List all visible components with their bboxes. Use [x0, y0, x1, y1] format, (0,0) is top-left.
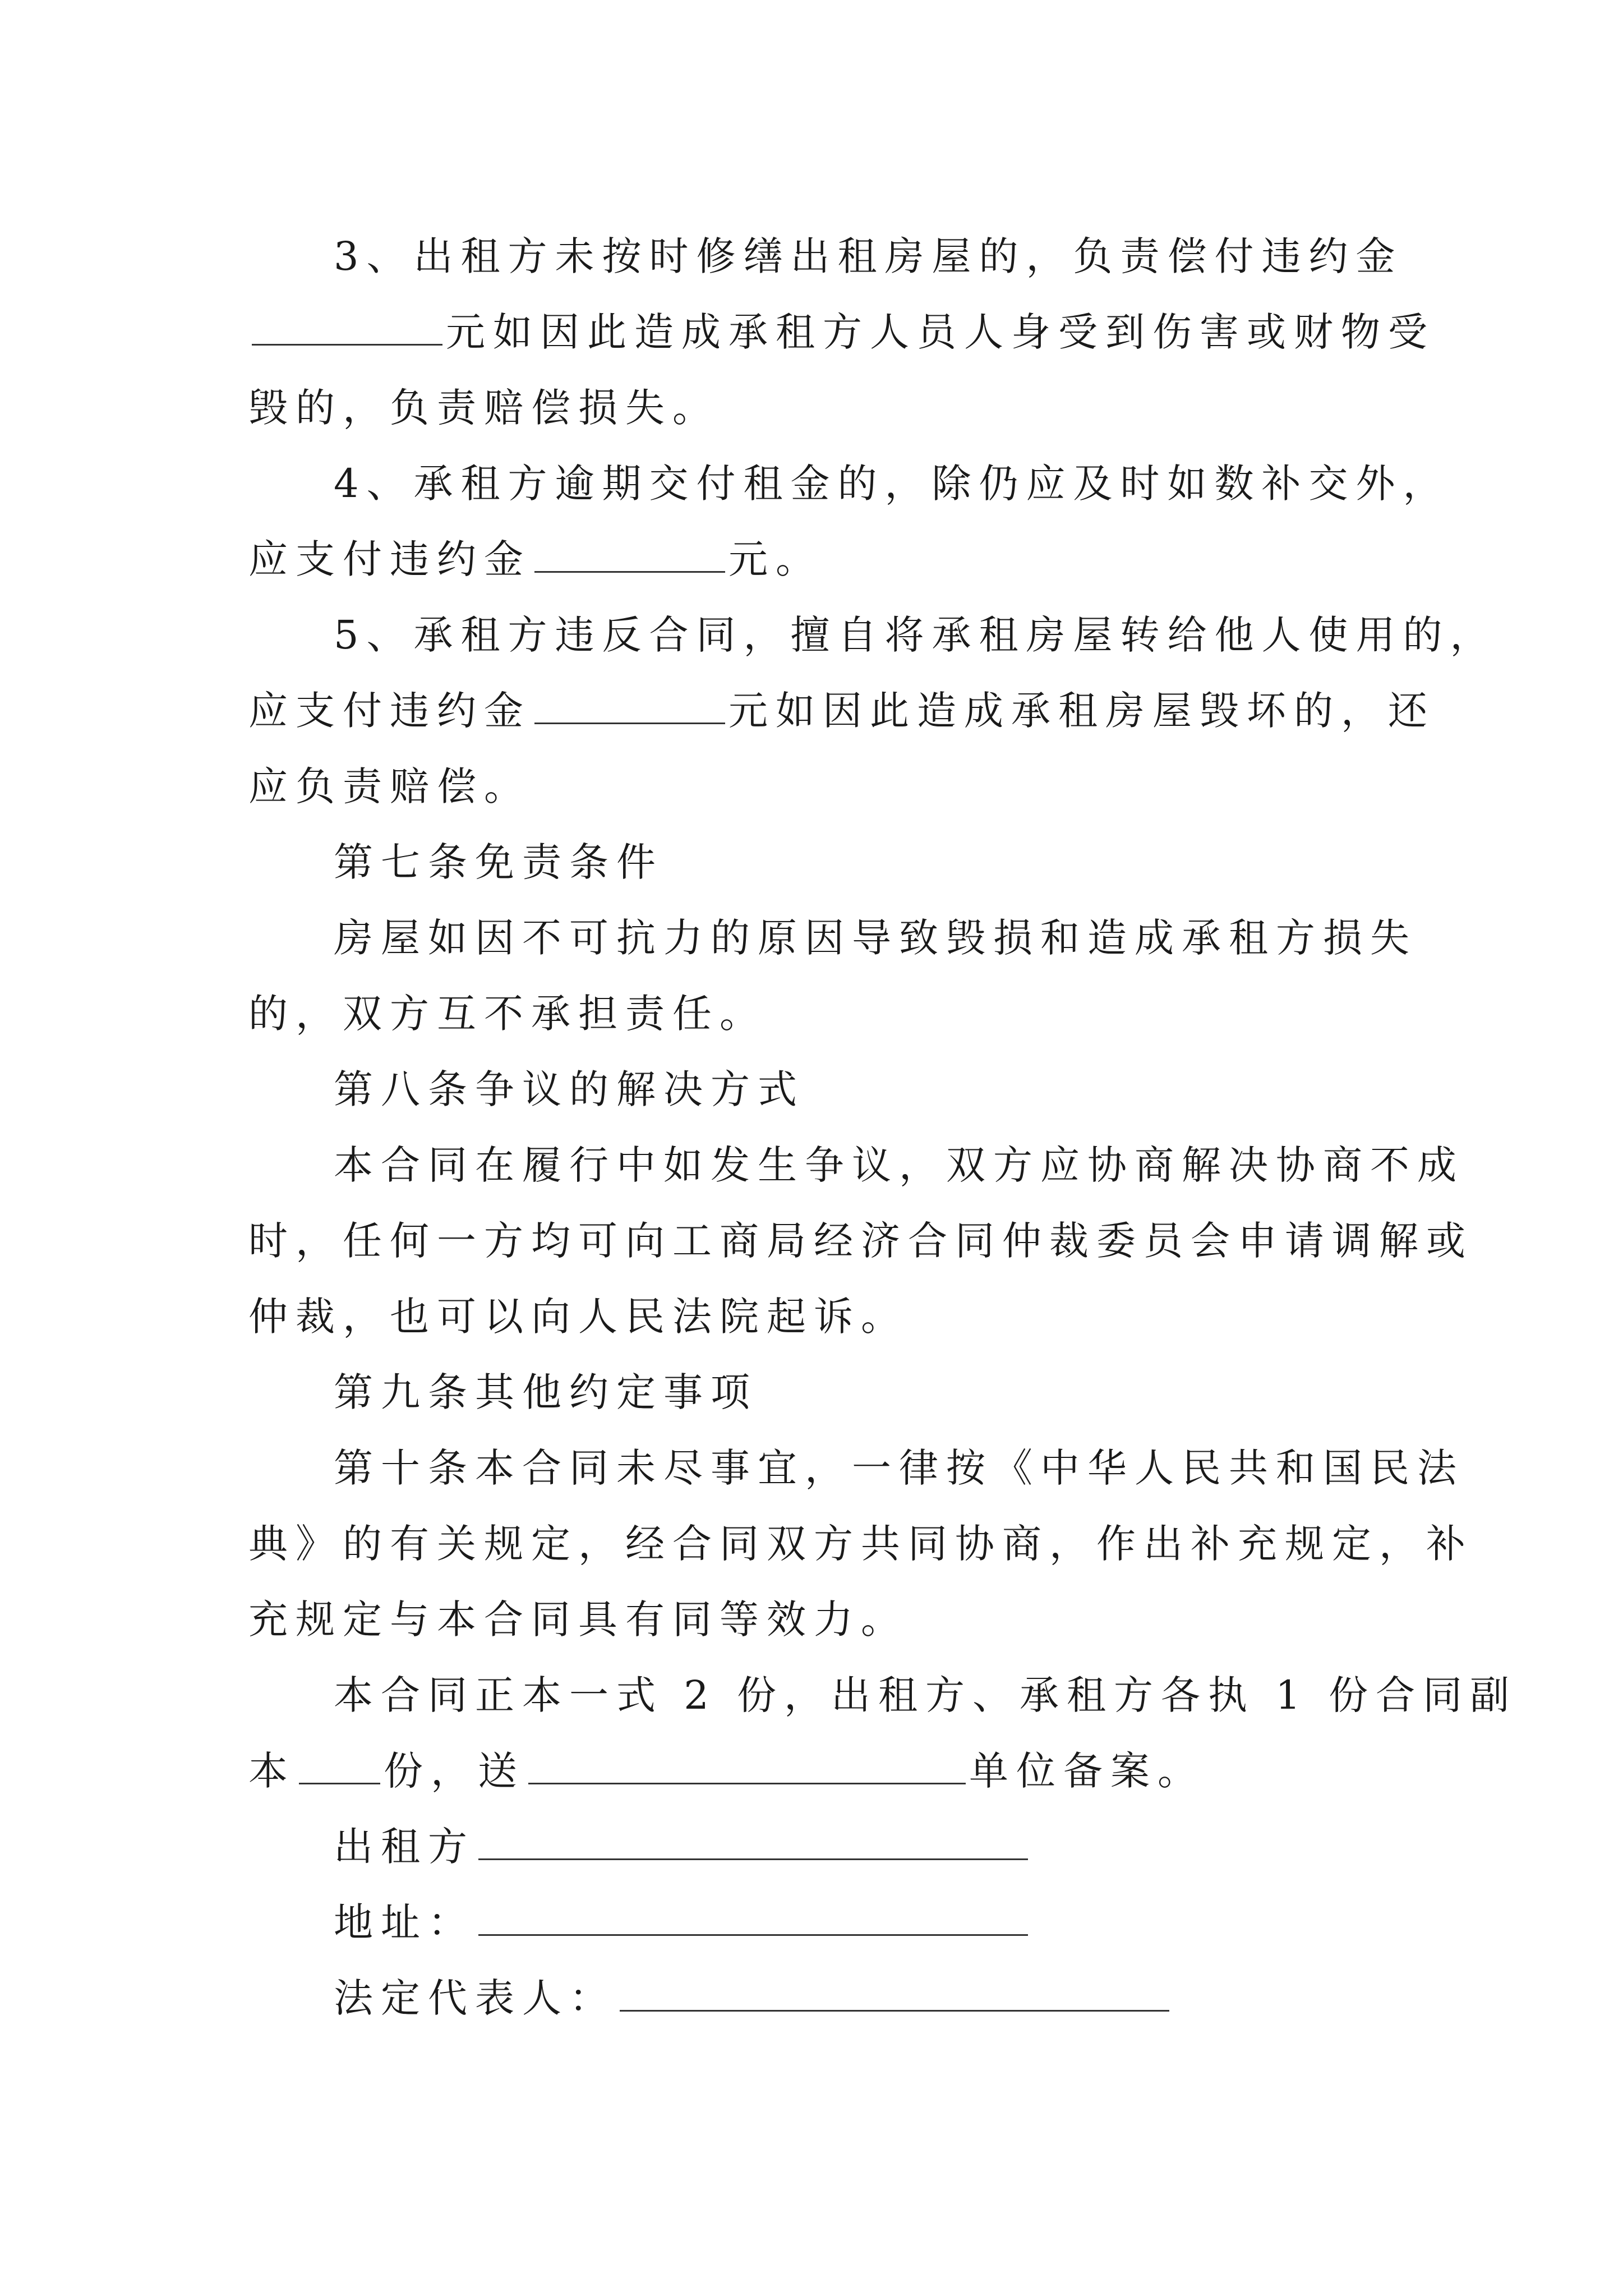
article-10-line-1 [334, 1426, 1464, 1510]
article-8-text-1: 本合同在履行中如发生争议，双方应协商解决协商不成 [334, 1142, 1464, 1188]
clause-3-line-2 [248, 290, 1435, 374]
copies-text-2b: 份，送 [384, 1748, 525, 1794]
article-7-text-1: 房屋如因不可抗力的原因导致毁损和造成承租方损失 [334, 915, 1417, 961]
lessor-blank [478, 1826, 1028, 1860]
penalty-blank-2 [534, 539, 725, 573]
clause-3-line-1 [334, 214, 1403, 298]
article-7-heading [334, 820, 663, 904]
penalty-blank-1 [252, 311, 442, 346]
clause-3-text-3: 毁的，负责赔偿损失。 [248, 385, 720, 431]
address-blank [478, 1902, 1028, 1936]
clause-3-text-2: 元如因此造成承租方人员人身受到伤害或财物受 [446, 309, 1435, 355]
copies-text-2c: 单位备案。 [969, 1748, 1205, 1794]
clause-4-text-1: 4、承租方逾期交付租金的，除仍应及时如数补交外， [334, 461, 1450, 507]
clause-4-line-2 [248, 517, 823, 601]
legal-rep-blank [620, 1977, 1169, 2012]
copies-line-2 [248, 1729, 1205, 1813]
clause-5-text-2b: 元如因此造成承租房屋毁坏的，还 [728, 688, 1435, 734]
article-8-line-3 [248, 1274, 908, 1359]
address-line [334, 1880, 1031, 1964]
clause-5-text-1: 5、承租方违反合同，擅自将承租房屋转给他人使用的， [334, 612, 1497, 658]
article-9-heading-text: 第九条其他约定事项 [334, 1369, 758, 1415]
article-7-text-2: 的，双方互不承担责任。 [248, 991, 767, 1037]
legal-rep-label: 法定代表人： [334, 1975, 616, 2021]
clause-3-line-3 [248, 366, 720, 450]
copies-count-blank [299, 1750, 380, 1784]
clause-4-text-2b: 元。 [728, 536, 823, 582]
clause-5-text-3: 应负责赔偿。 [248, 763, 531, 809]
article-7-line-2 [248, 972, 767, 1056]
article-8-heading-text: 第八条争议的解决方式 [334, 1066, 805, 1112]
copies-text-2a: 本 [248, 1748, 296, 1794]
clause-5-line-3 [248, 744, 531, 829]
copies-line-1 [334, 1653, 1517, 1737]
clause-4-text-2a: 应支付违约金 [248, 536, 531, 582]
article-10-text-3: 充规定与本合同具有同等效力。 [248, 1596, 908, 1642]
filing-unit-blank [528, 1750, 966, 1784]
clause-5-line-2 [248, 669, 1435, 753]
article-8-line-2 [248, 1199, 1473, 1283]
lessor-label: 出租方 [334, 1824, 475, 1870]
article-8-text-3: 仲裁，也可以向人民法院起诉。 [248, 1294, 908, 1340]
article-9-heading [334, 1350, 758, 1434]
article-10-line-2 [248, 1502, 1473, 1586]
legal-rep-line [334, 1956, 1173, 2040]
lessor-line [334, 1805, 1031, 1889]
article-10-text-1: 第十条本合同未尽事宜，一律按《中华人民共和国民法 [334, 1445, 1464, 1491]
clause-5-line-1 [334, 593, 1497, 677]
article-10-text-2: 典》的有关规定，经合同双方共同协商，作出补充规定，补 [248, 1521, 1473, 1567]
article-10-line-3 [248, 1577, 908, 1662]
article-8-text-2: 时，任何一方均可向工商局经济合同仲裁委员会申请调解或 [248, 1218, 1473, 1264]
clause-3-text-1: 3、出租方未按时修缮出租房屋的，负责偿付违约金 [334, 233, 1403, 279]
penalty-blank-3 [534, 690, 725, 724]
article-8-line-1 [334, 1123, 1464, 1207]
clause-5-text-2a: 应支付违约金 [248, 688, 531, 734]
article-8-heading [334, 1047, 805, 1131]
article-7-heading-text: 第七条免责条件 [334, 839, 663, 885]
article-7-line-1 [334, 896, 1417, 980]
address-label: 地址： [334, 1899, 475, 1945]
copies-text-1: 本合同正本一式 2 份，出租方、承租方各执 1 份合同副 [334, 1672, 1518, 1718]
clause-4-line-1 [334, 441, 1450, 526]
